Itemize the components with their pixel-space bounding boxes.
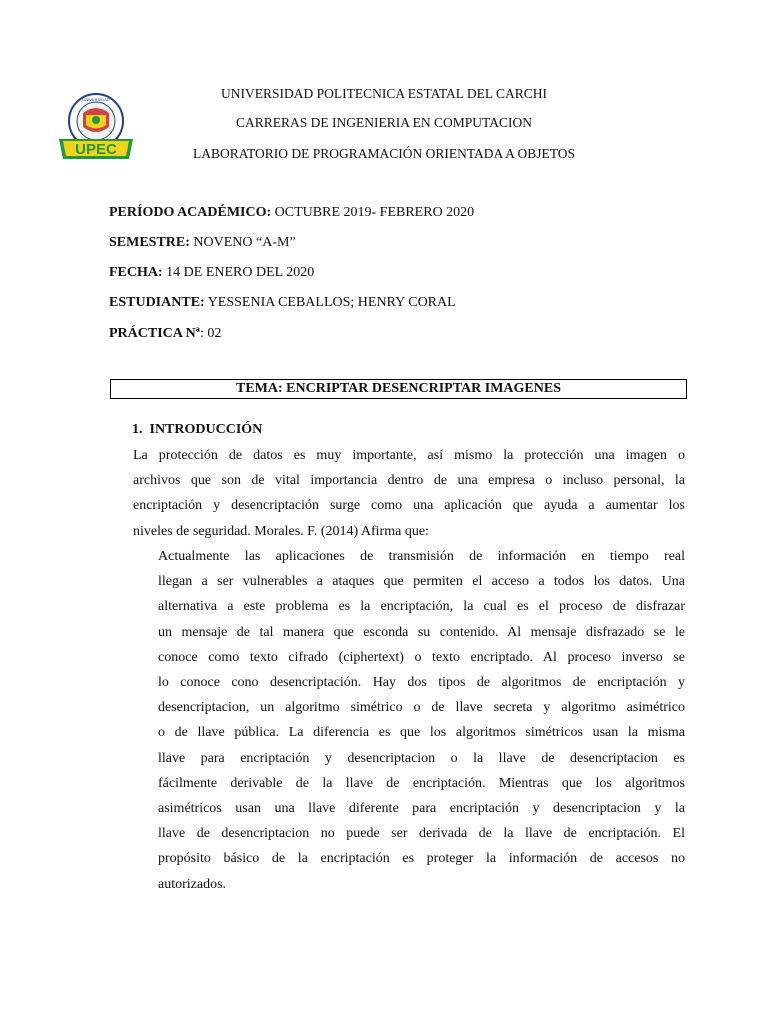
career-name: CARRERAS DE INGENIERIA EN COMPUTACION xyxy=(236,115,532,130)
text-line: llave de desencriptacion no puede ser derivada de la llave de encriptación. El xyxy=(158,826,685,842)
text-line: conoce como texto cifrado (ciphertext) o texto encriptado. Al proceso inverso se xyxy=(158,649,685,665)
text-line: propósito básico de la encriptación es proteger la información de accesos no xyxy=(158,851,685,867)
field-value: YESSENIA CEBALLOS; HENRY CORAL xyxy=(204,295,456,310)
field-semestre xyxy=(109,235,296,251)
tema-box: TEMA: ENCRIPTAR DESENCRIPTAR IMAGENES xyxy=(110,379,687,399)
logo-ring-text: UNIVERSIDAD xyxy=(82,97,110,102)
text-line: alternativa a este problema es la encriptación, la cual es el proceso de disfrazar xyxy=(158,599,685,615)
section-number: 1. xyxy=(132,422,143,437)
field-value: NOVENO “A-M” xyxy=(189,235,296,250)
text-line: niveles de seguridad. Morales. F. (2014) Afirma que: xyxy=(133,523,429,539)
intro-paragraph xyxy=(133,443,685,544)
field-label: PRÁCTICA Nª xyxy=(109,326,200,341)
field-periodo xyxy=(109,205,474,221)
field-value: 14 DE ENERO DEL 2020 xyxy=(162,265,315,280)
section-heading xyxy=(132,422,262,438)
text-line: llave para encriptación y desencriptacion o la llave de desencriptacion es xyxy=(158,750,685,766)
field-practica xyxy=(109,326,221,342)
field-estudiante xyxy=(109,295,456,311)
field-value: OCTUBRE 2019- FEBRERO 2020 xyxy=(271,205,475,220)
text-line: archivos que son de vital importancia dentro de una empresa o incluso personal, la xyxy=(133,473,685,489)
field-label: FECHA: xyxy=(109,265,163,280)
section-title: INTRODUCCIÓN xyxy=(149,422,263,437)
text-line: Actualmente las aplicaciones de transmisión de información en tiempo real xyxy=(158,549,685,564)
lab-name: LABORATORIO DE PROGRAMACIÓN ORIENTADA A OBJETOS xyxy=(192,146,576,161)
text-line: La protección de datos es muy importante, así mismo la protección una imagen o xyxy=(133,448,685,463)
field-value: : 02 xyxy=(199,326,222,341)
university-name: UNIVERSIDAD POLITECNICA ESTATAL DEL CARCHI xyxy=(220,86,548,101)
text-line: o de llave pública. La diferencia es que los algoritmos simétricos usan la misma xyxy=(158,725,685,741)
quote-paragraph xyxy=(158,544,685,897)
field-fecha xyxy=(109,265,314,281)
field-label: PERÍODO ACADÉMICO: xyxy=(109,205,272,220)
text-line: un mensaje de tal manera que esconda su contenido. Al mensaje disfrazado se le xyxy=(158,624,685,640)
field-label: ESTUDIANTE: xyxy=(109,295,205,310)
text-line: fácilmente derivable de la llave de encriptación. Mientras que los algoritmos xyxy=(158,775,685,791)
text-line: desencriptacion, un algoritmo simétrico o de llave secreta y algoritmo asimétrico xyxy=(158,700,685,716)
text-line: lo conoce cono desencriptación. Hay dos tipos de algoritmos de encriptación y xyxy=(158,675,685,691)
text-line: llegan a ser vulnerables a ataques que permiten el acceso a todos los datos. Una xyxy=(158,574,685,590)
logo-text: UPEC xyxy=(75,141,117,158)
text-line: asimétricos usan una llave diferente para encriptación y desencriptacion y la xyxy=(158,801,685,817)
text-line: autorizados. xyxy=(158,876,227,892)
field-label: SEMESTRE: xyxy=(109,235,190,250)
text-line: encriptación y desencriptación surge como una aplicación que ayuda a aumentar los xyxy=(133,498,685,514)
